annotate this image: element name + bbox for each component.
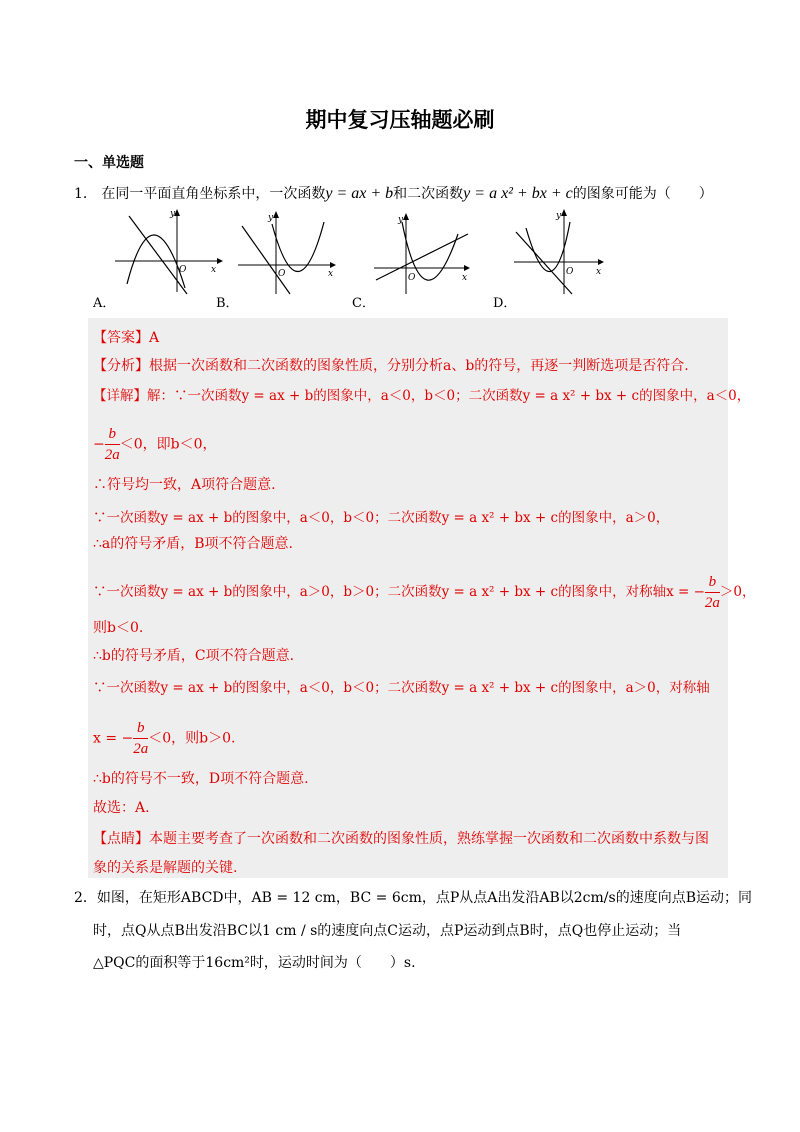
detail-line-2: − $\frac{b}{2a}<0$，即b＜0， (93, 426, 217, 463)
question-number: 2． (74, 890, 97, 906)
detail-line-10: x = − $\frac{b}{2a}<0$，则b＞0. (93, 720, 236, 757)
question-text-post: 的图象可能为（ ） (572, 186, 713, 202)
option-a[interactable]: A． (93, 296, 116, 311)
origin-label: O (408, 273, 416, 283)
detail-line-11: ∴b的符号不一致，D项不符合题意. (93, 771, 309, 787)
detail-line-4: ∵一次函数y = ax + b的图象中，a＜0，b＜0；二次函数y = a x² + bx + c的图象中，a＞0， (93, 510, 670, 526)
comment-line-1: 【点睛】本题主要考查了一次函数和二次函数的图象性质，熟练掌握一次函数和二次函数中系数与图 (93, 831, 709, 847)
y-axis-label: y (556, 211, 562, 221)
origin-label: O (179, 265, 187, 275)
question-text-mid: 和二次函数 (393, 186, 464, 202)
analysis-line: 【分析】根据一次函数和二次函数的图象性质，分别分析a、b的符号，再逐一判断选项是否符合. (93, 358, 689, 374)
graph-c (372, 212, 472, 296)
comment-line-2: 象的关系是解题的关键. (93, 860, 238, 876)
detail-line-6: ∵一次函数y = ax + b的图象中，a＞0，b＞0；二次函数y = a x² + bx + c的图象中，对称轴x = − $\frac{b}{2a}>0$， (93, 574, 756, 611)
question-2-line-3: △PQC的面积等于16cm²时，运动时间为（ ）s. (93, 955, 416, 971)
graph-d (512, 208, 608, 296)
linear-equation: y = ax + b (325, 185, 394, 202)
option-d[interactable]: D． (493, 296, 517, 311)
detail-line-7: 则b＜0. (93, 620, 144, 636)
conclusion-line: 故选：A. (93, 800, 150, 816)
detail-line-1: 【详解】解：∵一次函数y = ax + b的图象中，a＜0，b＜0；二次函数y = a x² + bx + c的图象中，a＜0， (93, 388, 751, 404)
option-c[interactable]: C． (352, 296, 375, 311)
x-axis-label: x (211, 265, 217, 275)
origin-label: O (278, 269, 286, 279)
x-axis-label: x (596, 267, 602, 277)
graph-a (115, 206, 225, 296)
x-axis-label: x (462, 273, 468, 283)
question-2-line-1: 2．如图，在矩形ABCD中，AB = 12 cm，BC = 6cm，点P从点A出发沿AB以2cm/s的速度向点B运动；同 (74, 890, 752, 906)
page-title: 期中复习压轴题必刷 (305, 108, 495, 132)
detail-line-5: ∴a的符号矛盾，B项不符合题意. (93, 536, 293, 552)
quadratic-equation: y = a x² + bx + c (463, 185, 573, 202)
x-axis-label: x (328, 269, 334, 279)
answer-line: 【答案】A (93, 330, 160, 346)
detail-line-8: ∴b的符号矛盾，C项不符合题意. (93, 648, 295, 664)
y-axis-label: y (398, 215, 404, 225)
question-1 (74, 183, 713, 203)
section-heading: 一、单选题 (74, 155, 144, 171)
detail-line-9: ∵一次函数y = ax + b的图象中，a＜0，b＜0；二次函数y = a x² + bx + c的图象中，a＞0，对称轴 (93, 680, 710, 696)
origin-label: O (566, 267, 574, 277)
graph-b (238, 210, 338, 296)
question-text-pre: 在同一平面直角坐标系中，一次函数 (101, 186, 326, 202)
detail-line-3: ∴符号均一致，A项符合题意. (93, 477, 276, 493)
question-number: 1． (74, 186, 97, 202)
y-axis-label: y (268, 213, 274, 223)
option-b[interactable]: B． (216, 296, 239, 311)
question-2-line-2: 时，点Q从点B出发沿BC以1 cm / s的速度向点C运动，点P运动到点B时，点Q也停止运动；当 (93, 923, 682, 939)
y-axis-label: y (170, 209, 176, 219)
